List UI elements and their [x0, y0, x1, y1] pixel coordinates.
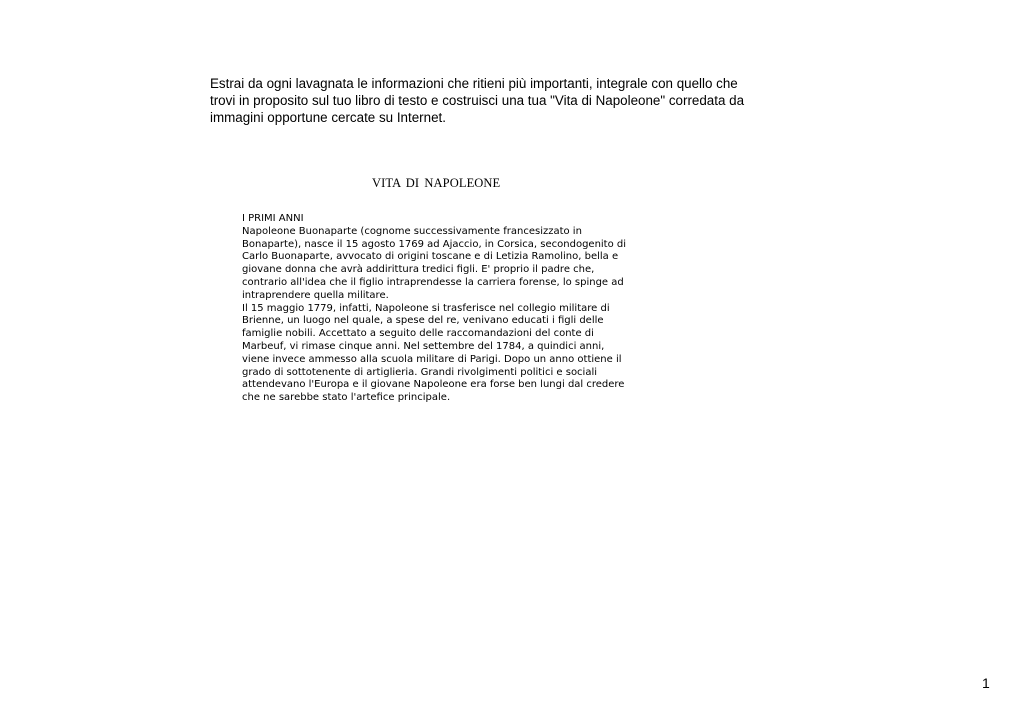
body-line: Napoleone Buonaparte (cognome successivamente francesizzato in [242, 225, 582, 237]
body-line: famiglie nobili. Accettato a seguito delle raccomandazioni del conte di [242, 328, 594, 340]
page-number: 1 [982, 675, 990, 691]
body-line: Il 15 maggio 1779, infatti, Napoleone si trasferisce nel collegio militare di [242, 302, 610, 314]
body-line: Brienne, un luogo nel quale, a spese del re, venivano educati i figli delle [242, 315, 604, 327]
instructions-line: Estrai da ogni lavagnata le informazioni che ritieni più importanti, integrale con quello che [210, 76, 738, 91]
body-line: attendevano l'Europa e il giovane Napoleone era forse ben lungi dal credere [242, 379, 625, 391]
document-body [242, 213, 662, 405]
body-line: grado di sottotenente di artiglieria. Grandi rivolgimenti politici e sociali [242, 366, 598, 378]
document-title: VITA DI NAPOLEONE [372, 176, 501, 190]
body-line: contrario all'idea che il figlio intraprendesse la carriera forense, lo spinge ad [242, 276, 624, 288]
body-line: Carlo Buonaparte, avvocato di origini toscane e di Letizia Ramolino, bella e [242, 251, 619, 263]
body-line: che ne sarebbe stato l'artefice principale. [242, 392, 451, 404]
body-line: viene invece ammesso alla scuola militare di Parigi. Dopo un anno ottiene il [242, 353, 622, 365]
instructions-line: trovi in proposito sul tuo libro di testo e costruisci una tua "Vita di Napoleone" corredata da [210, 93, 745, 108]
body-line: giovane donna che avrà addirittura tredici figli. E' proprio il padre che, [242, 264, 595, 276]
body-line: intraprendere quella militare. [242, 289, 389, 301]
body-line: Marbeuf, vi rimase cinque anni. Nel settembre del 1784, a quindici anni, [242, 340, 605, 352]
instructions-line: immagini opportune cercate su Internet. [210, 110, 446, 125]
section-heading: I PRIMI ANNI [242, 213, 304, 224]
assignment-instructions [210, 75, 770, 126]
body-line: Bonaparte), nasce il 15 agosto 1769 ad Ajaccio, in Corsica, secondogenito di [242, 238, 627, 250]
